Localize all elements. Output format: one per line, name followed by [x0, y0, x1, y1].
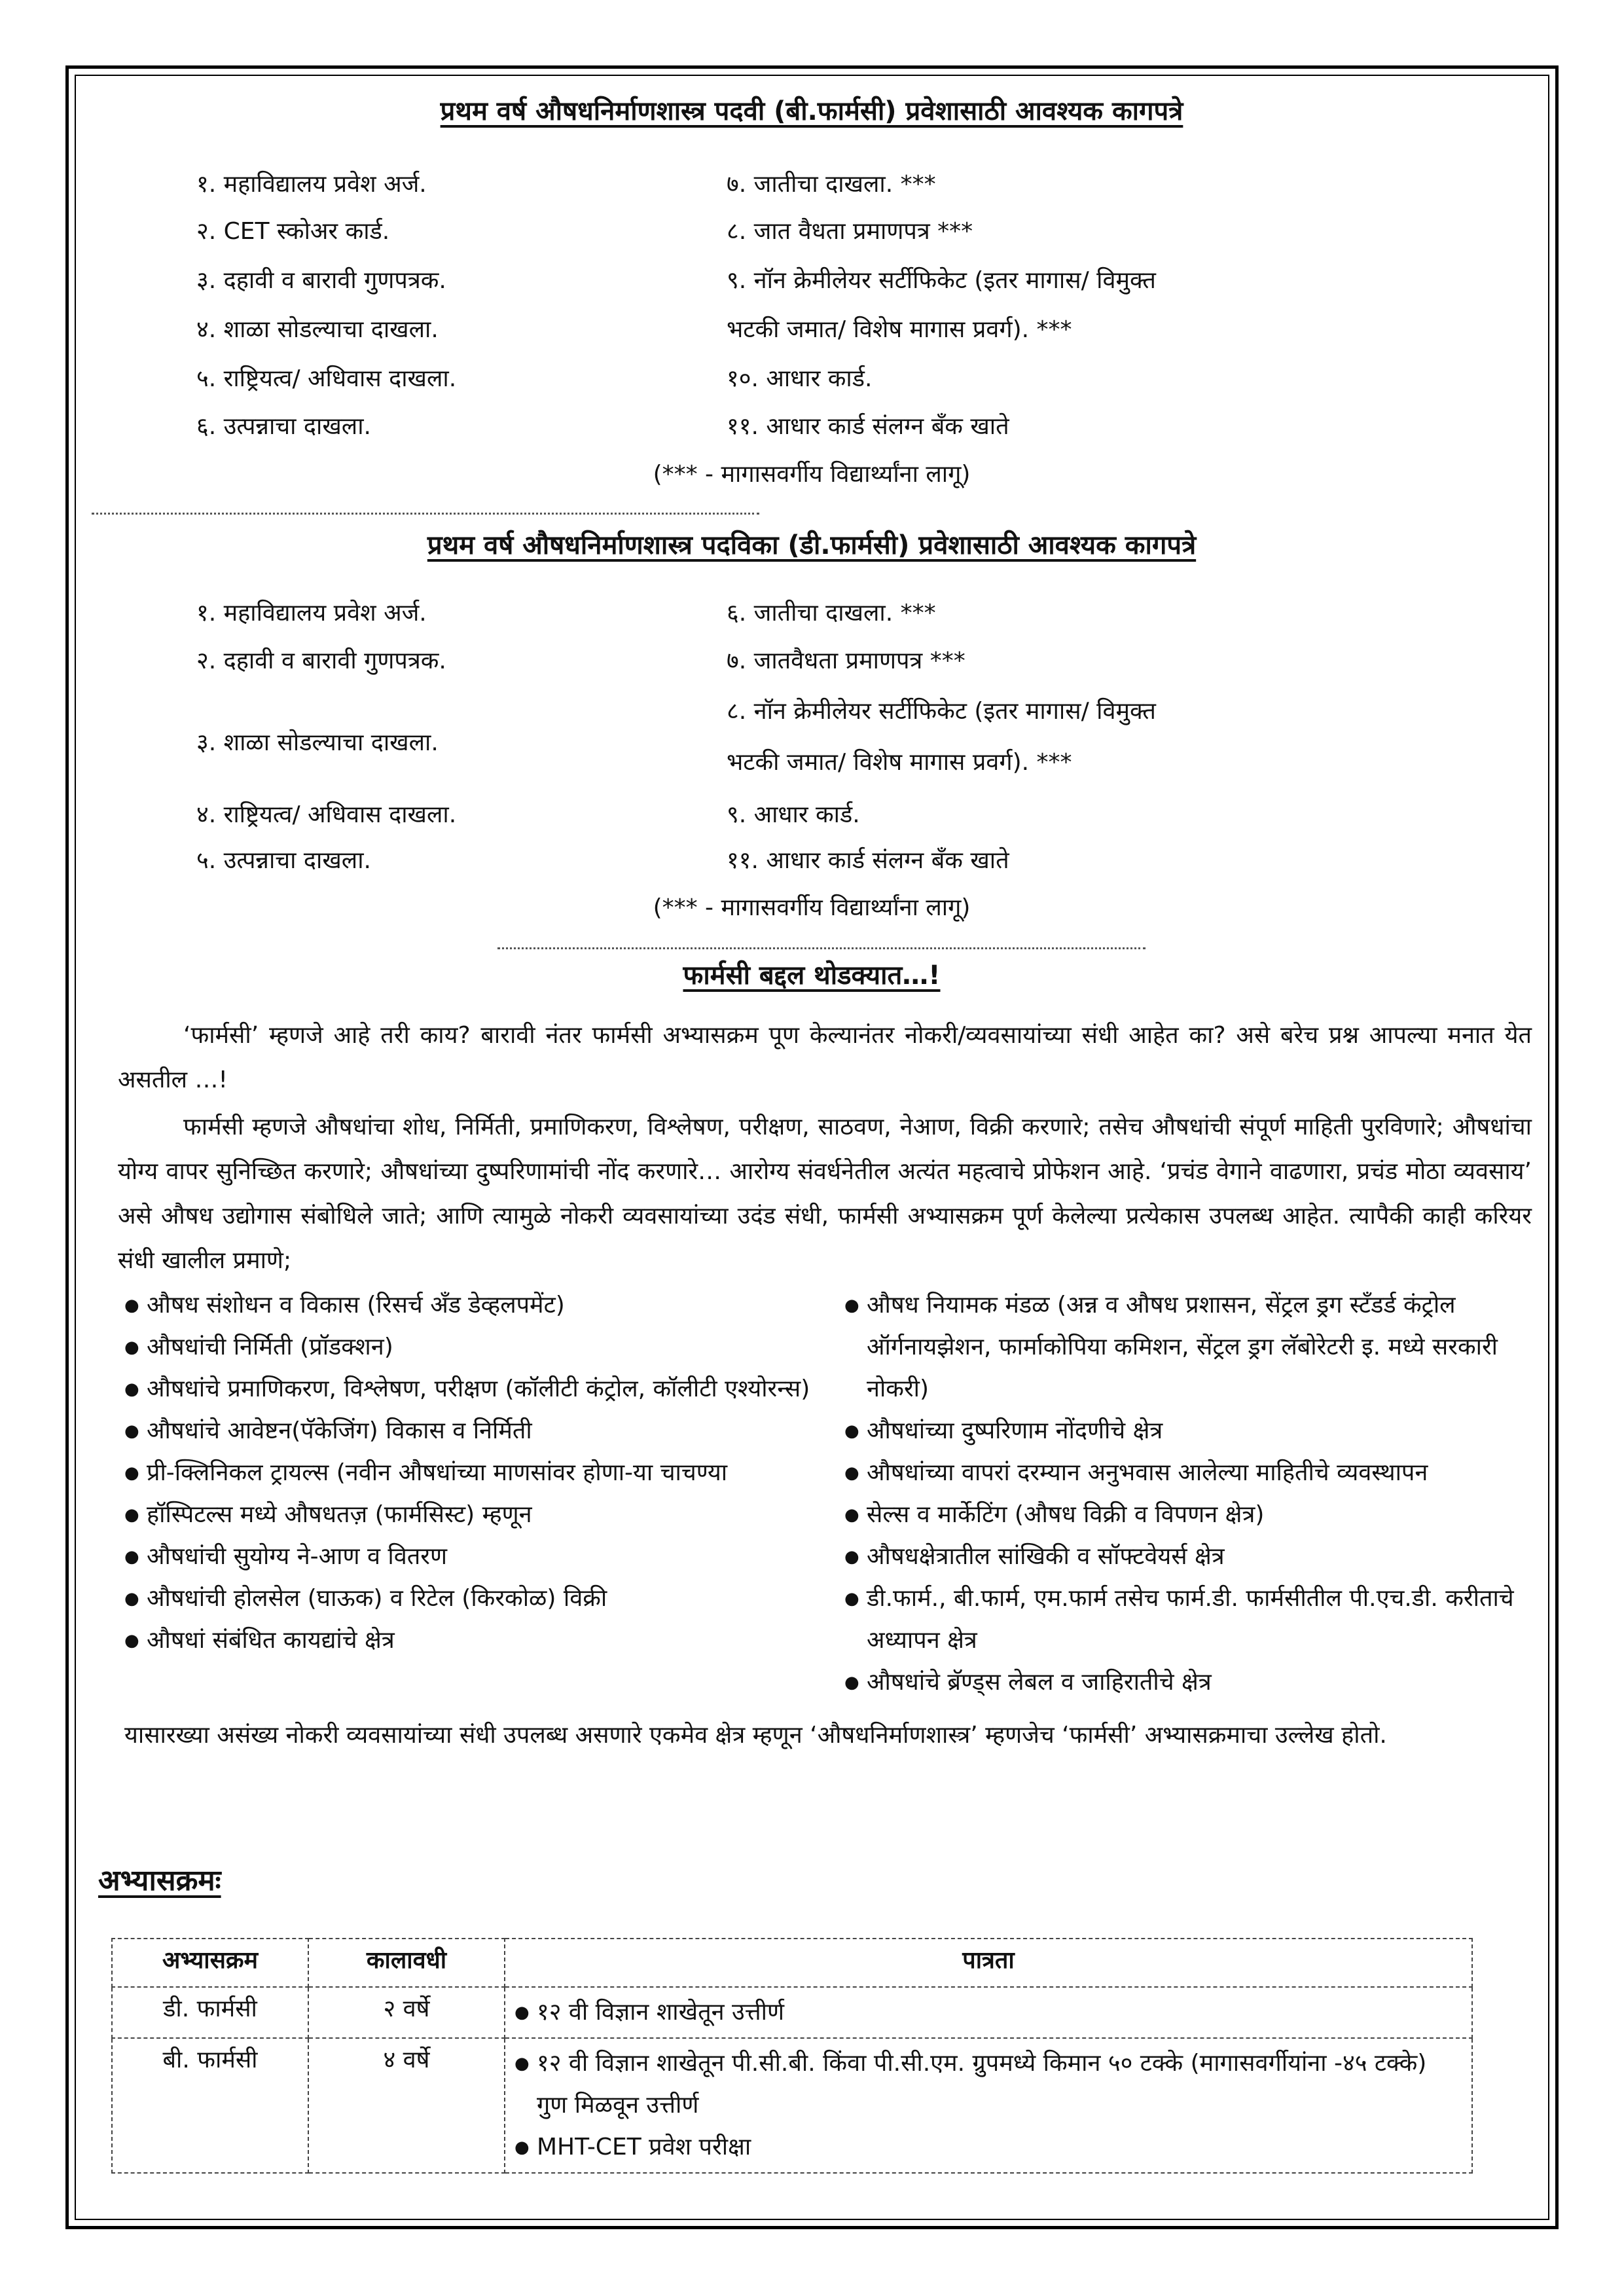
list-item: ● औषधांचे आवेष्टन(पॅकेजिंग) विकास व निर्मिती: [124, 1410, 838, 1452]
dpharm-doc-item: २. दहावी व बारावी गुणपत्रक.: [196, 647, 446, 674]
list-item: ● औषध नियामक मंडळ (अन्न व औषध प्रशासन, सेंट्रल ड्रग स्टॅंडर्ड कंट्रोल ऑर्गनायझेशन, फार्माकोपिया कमिशन, सेंट्रल ड्रग लॅबोरेटरी इ. मध्ये सरकारी नोकरी): [844, 1285, 1519, 1410]
courses-table: [111, 1938, 1473, 2174]
section-divider: [92, 513, 759, 515]
list-item: ● औषधां संबंधित कायद्यांचे क्षेत्र: [124, 1620, 838, 1662]
bpharm-doc-item: ५. राष्ट्रियत्व/ अधिवास दाखला.: [196, 365, 457, 392]
list-item: ● औषधांची होलसेल (घाऊक) व रिटेल (किरकोळ) विक्री: [124, 1578, 838, 1620]
dpharm-doc-item: ६. जातीचा दाखला. ***: [727, 600, 936, 627]
column-header-eligibility: पात्रता: [505, 1939, 1472, 1987]
career-list-right: [844, 1285, 1519, 1704]
about-closing: यासारख्या असंख्य नोकरी व्यवसायांच्या संधी उपलब्ध असणारे एकमेव क्षेत्र म्हणून ‘औषधनिर्माणशास्त्र’ म्हणजेच ‘फार्मसी’ अभ्यासक्रमाचा उल्लेख होतो.: [124, 1722, 1387, 1749]
dpharm-doc-item: १. महाविद्यालय प्रवेश अर्ज.: [196, 600, 427, 627]
section-divider: [497, 947, 1146, 949]
career-list-left: [124, 1285, 838, 1662]
about-paragraph-2: फार्मसी म्हणजे औषधांचा शोध, निर्मिती, प्रमाणिकरण, विश्लेषण, परीक्षण, साठवण, नेआण, विक्री करणारे; तसेच औषधांची संपूर्ण माहिती पुरविणारे; औषधांचा योग्य वापर सुनिच्छित करणारे; औषधांच्या दुष्परिणामांची नोंद करणारे… आरोग्य संवर्धनेतील अत्यंत महत्वाचे प्रोफेशन आहे. ‘प्रचंड वेगाने वाढणारा, प्रचंड मोठा व्यवसाय’ असे औषध उद्योगास संबोधिले जाते; आणि त्यामुळे नोकरी व्यवसायांच्या उदंड संधी, फार्मसी अभ्यासक्रम पूर्ण केलेल्या प्रत्येकास उपलब्ध आहेत. त्यापैकी काही करियर संधी खालील प्रमाणे;: [118, 1114, 1532, 1274]
list-item: ● औषधक्षेत्रातील सांखिकी व सॉफ्टवेयर्स क्षेत्र: [844, 1536, 1519, 1578]
column-header-duration: कालावधी: [308, 1939, 505, 1987]
bpharm-doc-item: १. महाविद्यालय प्रवेश अर्ज.: [196, 171, 427, 198]
course-name: बी. फार्मसी: [112, 2038, 308, 2173]
bpharm-doc-item: ९. नॉन क्रेमीलेयर सर्टीफिकेट (इतर मागास/ विमुक्त: [727, 267, 1156, 294]
dpharm-title: प्रथम वर्ष औषधनिर्माणशास्त्र पदविका (डी.फार्मसी) प्रवेशासाठी आवश्यक कागपत्रे: [427, 530, 1197, 560]
bpharm-doc-item: २. CET स्कोअर कार्ड.: [196, 218, 390, 245]
list-item: ● औषधांचे ब्रॅण्ड्स लेबल व जाहिरातीचे क्षेत्र: [844, 1662, 1519, 1704]
bpharm-doc-item: ४. शाळा सोडल्याचा दाखला.: [196, 316, 439, 343]
list-item: ● औषधांच्या दुष्परिणाम नोंदणीचे क्षेत्र: [844, 1410, 1519, 1452]
course-eligibility: [505, 2038, 1472, 2173]
dpharm-doc-item: ११. आधार कार्ड संलग्न बँक खाते: [727, 847, 1009, 874]
list-item: ● डी.फार्म., बी.फार्म, एम.फार्म तसेच फार्म.डी. फार्मसीतील पी.एच.डी. करीताचे अध्यापन क्षेत्र: [844, 1578, 1519, 1662]
course-duration: २ वर्षे: [308, 1987, 505, 2038]
course-duration: ४ वर्षे: [308, 2038, 505, 2173]
list-item: ● औषधांची सुयोग्य ने-आण व वितरण: [124, 1536, 838, 1578]
list-item: ● हॉस्पिटल्स मध्ये औषधतज़ (फार्मसिस्ट) म्हणून: [124, 1494, 838, 1536]
list-item: ● सेल्स व मार्केटिंग (औषध विक्री व विपणन क्षेत्र): [844, 1494, 1519, 1536]
table-row: [112, 1987, 1472, 2038]
dpharm-doc-item: ७. जातवैधता प्रमाणपत्र ***: [727, 647, 965, 674]
table-header-row: [112, 1939, 1472, 1987]
eligibility-item: ● १२ वी विज्ञान शाखेतून उत्तीर्ण: [514, 1992, 1462, 2033]
dpharm-doc-item: ८. नॉन क्रेमीलेयर सर्टीफिकेट (इतर मागास/ विमुक्त: [727, 698, 1156, 725]
list-item: ● औषधांची निर्मिती (प्रॉडक्शन): [124, 1326, 838, 1368]
dpharm-doc-item: भटकी जमात/ विशेष मागास प्रवर्ग). ***: [727, 749, 1072, 776]
column-header-course: अभ्यासक्रम: [112, 1939, 308, 1987]
about-title: फार्मसी बद्दल थोडक्यात…!: [683, 960, 941, 991]
bpharm-doc-item: ७. जातीचा दाखला. ***: [727, 171, 936, 198]
eligibility-item: ● १२ वी विज्ञान शाखेतून पी.सी.बी. किंवा पी.सी.एम. ग्रुपमध्ये किमान ५० टक्के (मागासवर्गीयांना -४५ टक्के) गुण मिळवून उत्तीर्ण: [514, 2043, 1462, 2126]
bpharm-doc-item: ११. आधार कार्ड संलग्न बँक खाते: [727, 413, 1009, 440]
dpharm-note: (*** - मागासवर्गीय विद्यार्थ्यांना लागू): [653, 894, 971, 921]
list-item: ● औषधांचे प्रमाणिकरण, विश्लेषण, परीक्षण (कॉलीटी कंट्रोल, कॉलीटी एश्योरन्स): [124, 1368, 838, 1410]
course-name: डी. फार्मसी: [112, 1987, 308, 2038]
list-item: ● औषध संशोधन व विकास (रिसर्च अँड डेव्हलपमेंट): [124, 1285, 838, 1326]
dpharm-doc-item: ३. शाळा सोडल्याचा दाखला.: [196, 729, 439, 756]
dpharm-doc-item: ९. आधार कार्ड.: [727, 801, 860, 828]
bpharm-doc-item: ६. उत्पन्नाचा दाखला.: [196, 413, 371, 440]
bpharm-title: प्रथम वर्ष औषधनिर्माणशास्त्र पदवी (बी.फार्मसी) प्रवेशासाठी आवश्यक कागपत्रे: [440, 96, 1183, 126]
list-item: ● औषधांच्या वापरां दरम्यान अनुभवास आलेल्या माहितीचे व्यवस्थापन: [844, 1452, 1519, 1494]
bpharm-note: (*** - मागासवर्गीय विद्यार्थ्यांना लागू): [653, 461, 971, 488]
list-item: ● प्री-क्लिनिकल ट्रायल्स (नवीन औषधांच्या माणसांवर होणा-या चाचण्या: [124, 1452, 838, 1494]
dpharm-doc-item: ४. राष्ट्रियत्व/ अधिवास दाखला.: [196, 801, 457, 828]
bpharm-doc-item: भटकी जमात/ विशेष मागास प्रवर्ग). ***: [727, 316, 1072, 343]
course-eligibility: [505, 1987, 1472, 2038]
table-row: [112, 2038, 1472, 2173]
about-paragraph-1: ‘फार्मसी’ म्हणजे आहे तरी काय? बारावी नंतर फार्मसी अभ्यासक्रम पूण केल्यानंतर नोकरी/व्यवसायांच्या संधी आहेत का? असे बरेच प्रश्न आपल्या मनात येत असतील …!: [118, 1022, 1532, 1093]
bpharm-doc-item: ३. दहावी व बारावी गुणपत्रक.: [196, 267, 446, 294]
dpharm-doc-item: ५. उत्पन्नाचा दाखला.: [196, 847, 371, 874]
document-content: [92, 92, 1532, 2206]
bpharm-doc-item: ८. जात वैधता प्रमाणपत्र ***: [727, 218, 973, 245]
bpharm-doc-item: १०. आधार कार्ड.: [727, 365, 873, 392]
eligibility-item: ● MHT-CET प्रवेश परीक्षा: [514, 2126, 1462, 2168]
courses-heading: अभ्यासक्रमः: [98, 1864, 221, 1897]
